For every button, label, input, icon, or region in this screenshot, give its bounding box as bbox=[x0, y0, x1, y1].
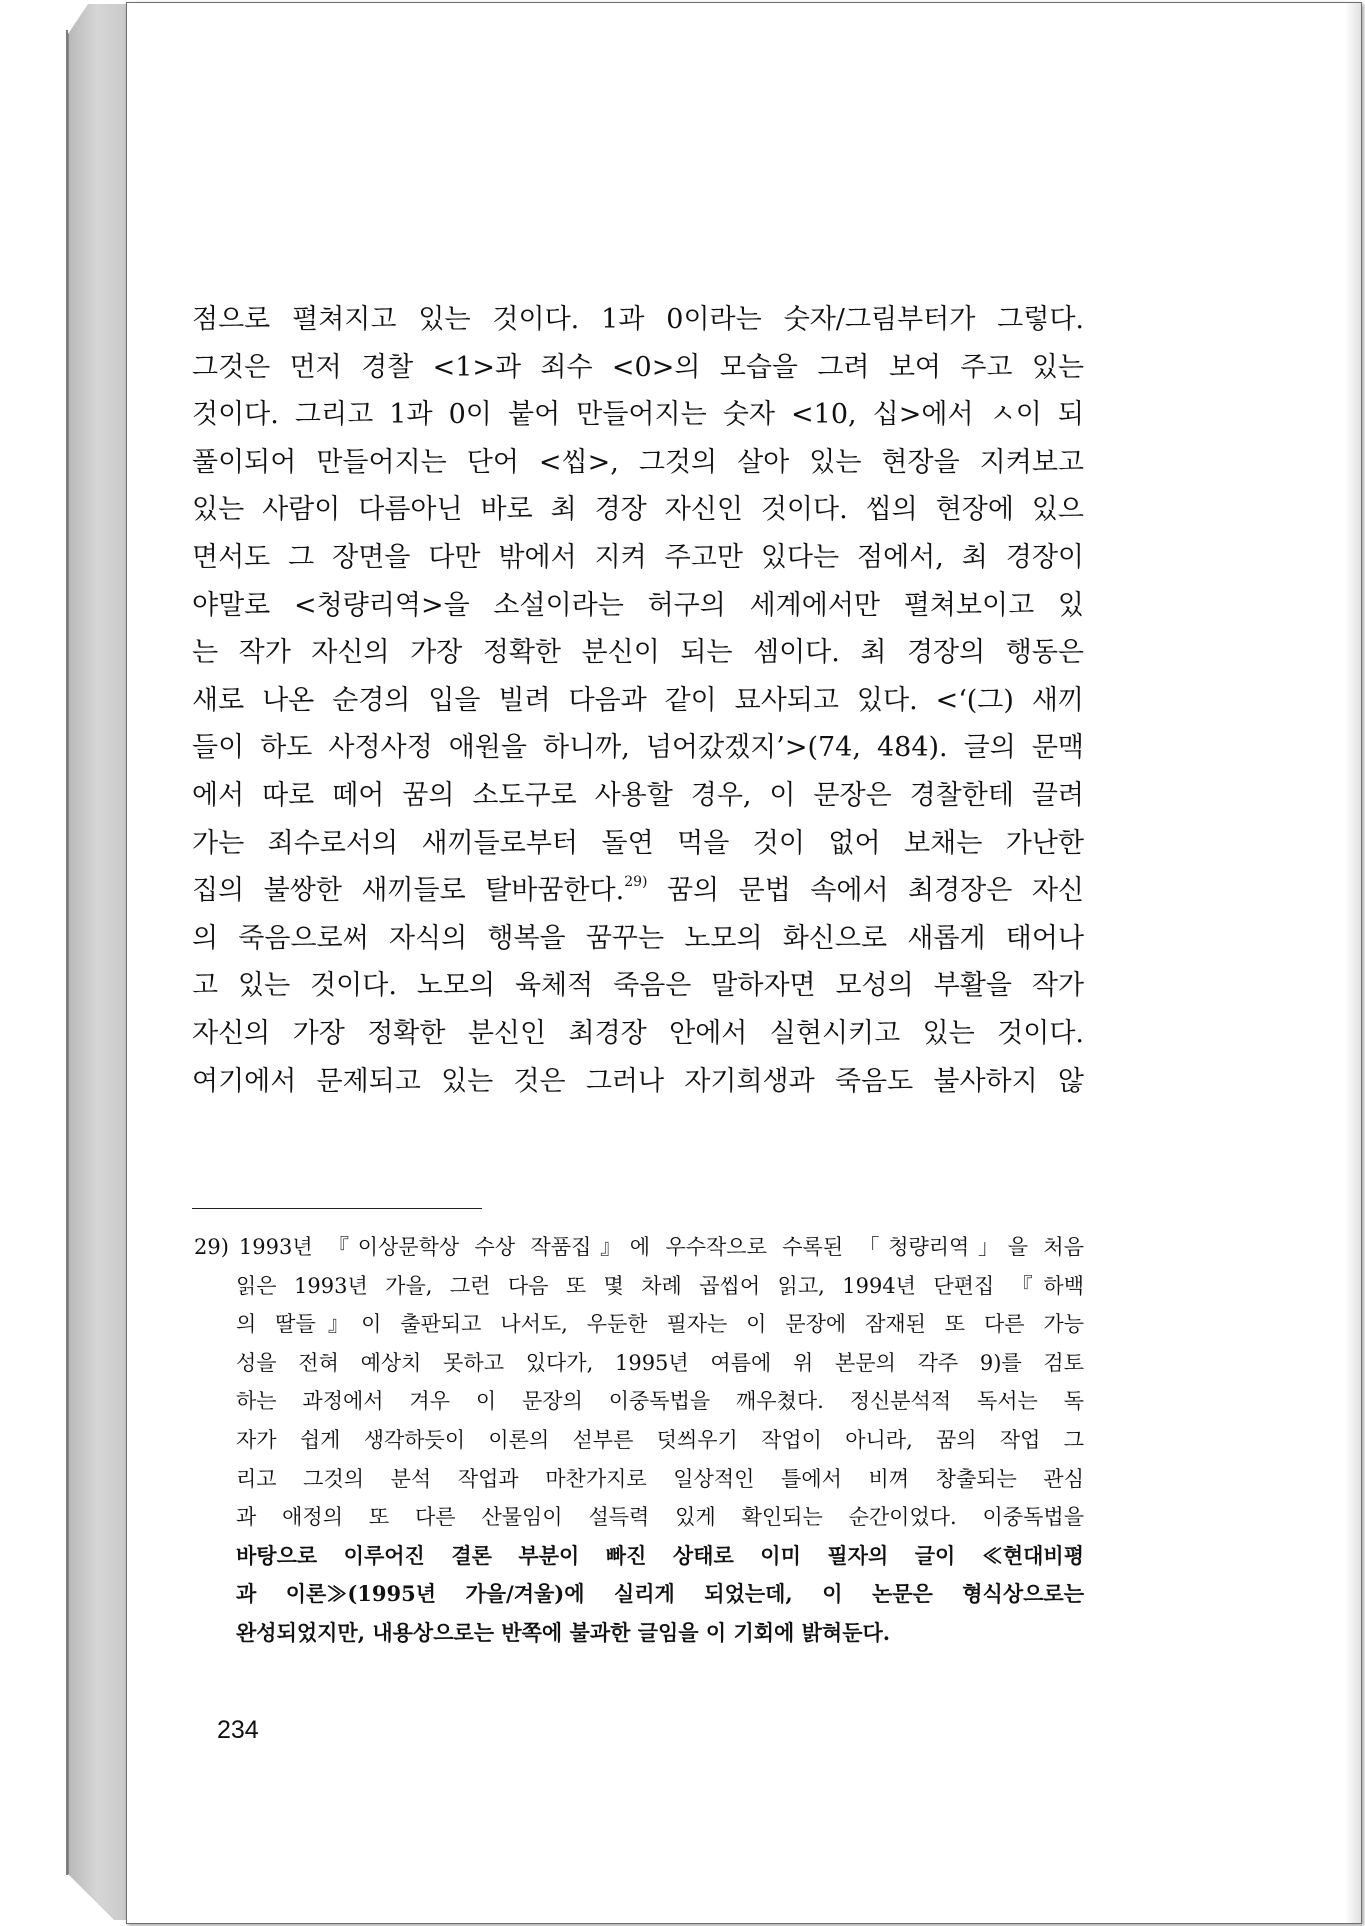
book-edge-shadow bbox=[66, 30, 68, 1875]
body-line: 가는 죄수로서의 새끼들로부터 돌연 먹을 것이 없어 보채는 가난한 bbox=[192, 827, 1084, 859]
body-line: 풀이되어 만들어지는 단어 <씹>, 그것의 살아 있는 현장을 지켜보고 bbox=[192, 446, 1084, 478]
page-number: 234 bbox=[217, 1716, 259, 1744]
footnote-number: 29) bbox=[194, 1235, 229, 1259]
footnote-first-line bbox=[194, 1228, 1084, 1267]
book-spine-edge bbox=[68, 4, 131, 1920]
body-line: 자신의 가장 정확한 분신인 최경장 안에서 실현시키고 있는 것이다. bbox=[192, 1017, 1084, 1049]
body-line: 면서도 그 장면을 다만 밖에서 지켜 주고만 있다는 점에서, 최 경장이 bbox=[192, 541, 1084, 573]
body-line: 있는 사람이 다름아닌 바로 최 경장 자신인 것이다. 씹의 현장에 있으 bbox=[192, 494, 1084, 526]
footnote-line: 하는 과정에서 겨우 이 문장의 이중독법을 깨우쳤다. 정신분석적 독서는 독 bbox=[236, 1389, 1084, 1414]
footnote-line: 읽은 1993년 가을, 그런 다음 또 몇 차례 곱씹어 읽고, 1994년 단편집 『하백 bbox=[236, 1273, 1084, 1298]
body-line: 는 작가 자신의 가장 정확한 분신이 되는 셈이다. 최 경장의 행동은 bbox=[192, 637, 1084, 669]
body-line-part: 집의 불쌍한 새끼들로 탈바꿈한다. bbox=[192, 875, 625, 907]
footnote-line: 의 딸들』이 출판되고 나서도, 우둔한 필자는 이 문장에 잠재된 또 다른 가능 bbox=[236, 1312, 1084, 1337]
body-line: 그것은 먼저 경찰 <1>과 죄수 <0>의 모습을 그려 보여 주고 있는 bbox=[192, 351, 1084, 383]
body-line-with-footnote-ref bbox=[192, 867, 1084, 915]
body-line: 것이다. 그리고 1과 0이 붙어 만들어지는 숫자 <10, 십>에서 ㅅ이 되 bbox=[192, 399, 1084, 431]
footnote bbox=[194, 1228, 1084, 1653]
body-line: 새로 나온 순경의 입을 빌려 다음과 같이 묘사되고 있다. <‘(그) 새끼 bbox=[192, 684, 1084, 716]
body-line: 고 있는 것이다. 노모의 육체적 죽음은 말하자면 모성의 부활을 작가 bbox=[192, 970, 1084, 1002]
body-line: 야말로 <청량리역>을 소설이라는 허구의 세계에서만 펼쳐보이고 있 bbox=[192, 589, 1084, 621]
footnote-line-text: 1993년 『이상문학상 수상 작품집』에 우수작으로 수록된 「청량리역」을 처음 bbox=[238, 1235, 1084, 1259]
page-curl-shade bbox=[1345, 3, 1361, 1923]
footnote-line: 과 애정의 또 다른 산물임이 설득력 있게 확인되는 순간이었다. 이중독법을 bbox=[236, 1505, 1084, 1530]
footnote-line: 과 이론≫(1995년 가을/겨울)에 실리게 되었는데, 이 논문은 형식상으로는 bbox=[236, 1581, 1084, 1607]
footnote-line: 자가 쉽게 생각하듯이 이론의 섣부른 덧씌우기 작업이 아니라, 꿈의 작업 그 bbox=[236, 1427, 1084, 1452]
footnote-line: 리고 그것의 분석 작업과 마찬가지로 일상적인 틀에서 비껴 창출되는 관심 bbox=[236, 1466, 1084, 1491]
body-line-part: 꿈의 문법 속에서 최경장은 자신 bbox=[647, 875, 1084, 907]
body-line: 여기에서 문제되고 있는 것은 그러나 자기희생과 죽음도 불사하지 않 bbox=[192, 1065, 1084, 1097]
footnote-line: 완성되었지만, 내용상으로는 반쪽에 불과한 글임을 이 기회에 밝혀둔다. bbox=[236, 1619, 891, 1645]
body-line: 점으로 펼쳐지고 있는 것이다. 1과 0이라는 숫자/그림부터가 그렇다. bbox=[192, 304, 1084, 335]
body-line: 에서 따로 떼어 꿈의 소도구로 사용할 경우, 이 문장은 경찰한테 끌려 bbox=[192, 779, 1084, 811]
body-text bbox=[192, 296, 1084, 1105]
footnote-reference: 29) bbox=[624, 874, 648, 891]
body-line: 들이 하도 사정사정 애원을 하니까, 넘어갔겠지’>(74, 484). 글의 문맥 bbox=[192, 732, 1084, 764]
footnote-line: 바탕으로 이루어진 결론 부분이 빠진 상태로 이미 필자의 글이 ≪현대비평 bbox=[236, 1542, 1084, 1568]
footnote-separator bbox=[192, 1208, 482, 1209]
body-line: 의 죽음으로써 자식의 행복을 꿈꾸는 노모의 화신으로 새롭게 태어나 bbox=[192, 922, 1084, 954]
footnote-line: 성을 전혀 예상치 못하고 있다가, 1995년 여름에 위 본문의 각주 9)를 검토 bbox=[236, 1350, 1084, 1375]
